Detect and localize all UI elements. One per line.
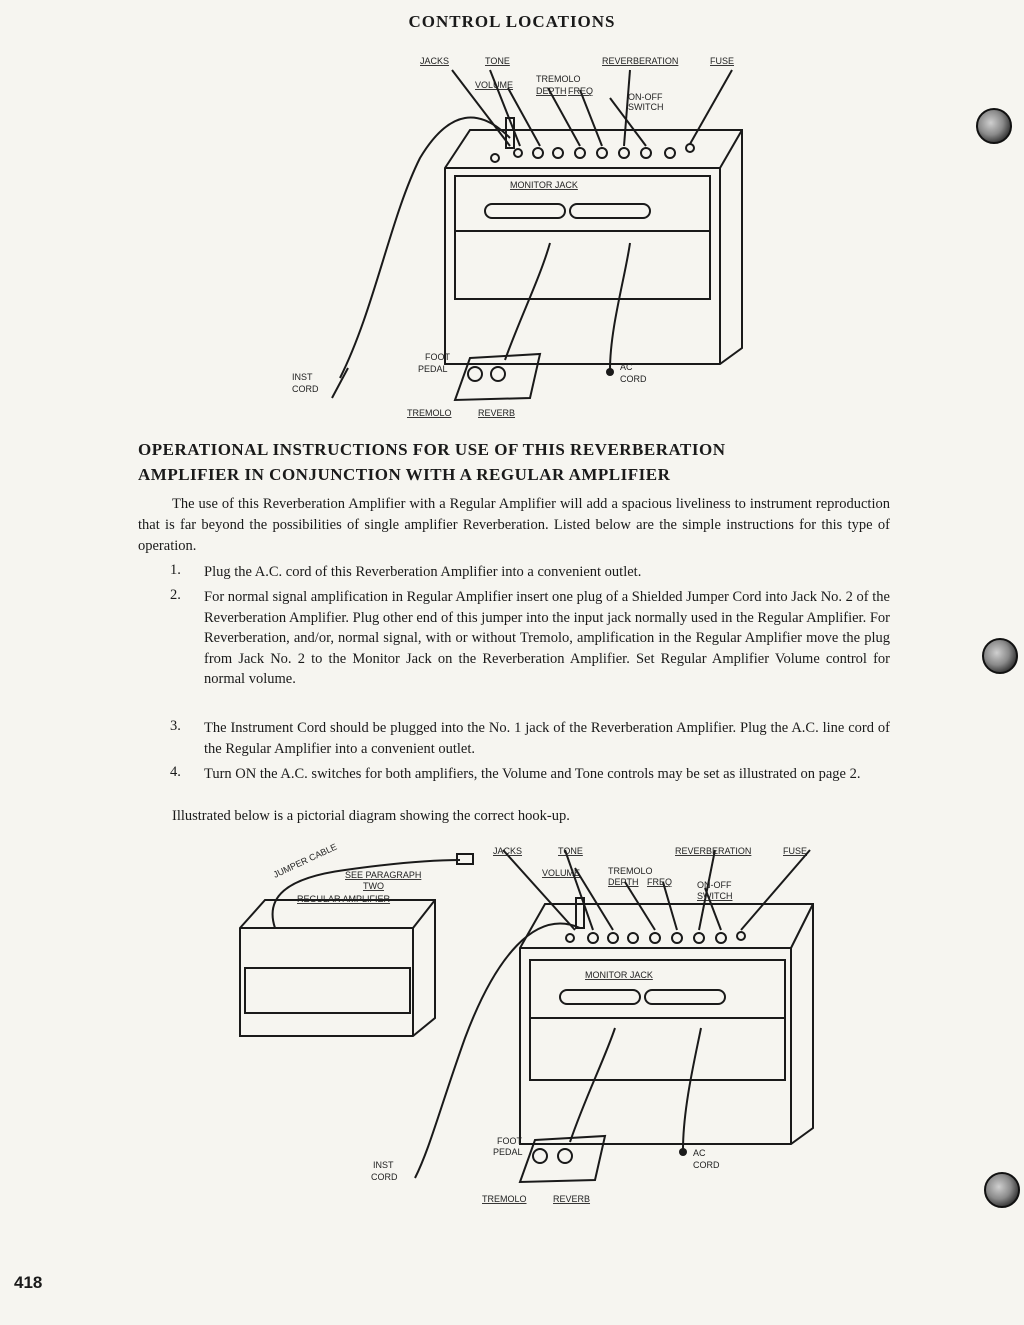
label-jumper-cable: JUMPER CABLE [271, 841, 339, 880]
page-number: 418 [14, 1273, 43, 1292]
label-freq: FREQ [647, 877, 673, 887]
label-volume: VOLUME [542, 868, 581, 878]
binder-hole [976, 108, 1012, 144]
label-tone: TONE [558, 846, 583, 856]
label-reverberation: REVERBERATION [675, 846, 752, 856]
page-title: CONTROL LOCATIONS [408, 12, 616, 31]
label-foot: FOOT [425, 352, 450, 362]
label-foot: FOOT [497, 1136, 522, 1146]
label-pedal: PEDAL [493, 1147, 523, 1157]
instruction-item: The Instrument Cord should be plugged into the No. 1 jack of the Reverberation Amplifier. Plug the A.C. line cord of the Regular Amplifier into a convenient outlet. [204, 720, 890, 757]
hookup-diagram [235, 838, 825, 1208]
label-volume: VOLUME [475, 80, 514, 90]
control-locations-diagram [280, 48, 760, 426]
label-depth: DEPTH [608, 877, 639, 887]
label-tremolo-pedal: TREMOLO [482, 1194, 527, 1204]
label-fuse: FUSE [783, 846, 808, 856]
label-ac-cord: CORD [620, 374, 647, 384]
label-tremolo-pedal: TREMOLO [407, 408, 452, 418]
label-jacks: JACKS [420, 56, 450, 66]
section-heading-line-2: AMPLIFIER IN CONJUNCTION WITH A REGULAR AMPLIFIER [138, 465, 671, 484]
label-ac-cord: CORD [693, 1160, 720, 1170]
instruction-item: Turn ON the A.C. switches for both amplifiers, the Volume and Tone controls may be set as illustrated on page 2. [204, 766, 861, 782]
label-tremolo: TREMOLO [608, 866, 653, 876]
label-fuse: FUSE [710, 56, 735, 66]
label-jacks: JACKS [493, 846, 523, 856]
label-freq: FREQ [568, 86, 594, 96]
binder-hole [982, 638, 1018, 674]
item-number: 2. [170, 587, 181, 603]
label-regular-amplifier: REGULAR AMPLIFIER [297, 894, 391, 904]
label-reverb-pedal: REVERB [553, 1194, 591, 1204]
label-two: TWO [363, 881, 384, 891]
label-inst-cord: CORD [292, 384, 319, 394]
item-number: 1. [170, 562, 181, 578]
label-switch: SWITCH [697, 891, 733, 901]
label-on-off: ON-OFF [628, 92, 663, 102]
label-see-paragraph: SEE PARAGRAPH [345, 870, 422, 880]
label-switch: SWITCH [628, 102, 664, 112]
label-on-off: ON-OFF [697, 880, 732, 890]
label-inst: INST [373, 1160, 394, 1170]
label-reverb-pedal: REVERB [478, 408, 516, 418]
label-inst: INST [292, 372, 313, 382]
label-monitor-jack: MONITOR JACK [585, 970, 653, 980]
intro-paragraph: The use of this Reverberation Amplifier with a Regular Amplifier will add a spacious liveliness to instrument reproduction that is far beyond the possibilities of single amplifier Reverberation. Listed below are the simple instructions for this type of operation. [138, 496, 890, 554]
label-reverberation: REVERBERATION [602, 56, 679, 66]
label-monitor-jack: MONITOR JACK [510, 180, 578, 190]
item-number: 4. [170, 764, 181, 780]
label-ac: AC [620, 362, 633, 372]
item-number: 3. [170, 718, 181, 734]
diagram-caption: Illustrated below is a pictorial diagram showing the correct hook-up. [172, 808, 570, 824]
label-tremolo: TREMOLO [536, 74, 581, 84]
binder-hole [984, 1172, 1020, 1208]
label-inst-cord: CORD [371, 1172, 398, 1182]
label-depth: DEPTH [536, 86, 567, 96]
label-ac: AC [693, 1148, 706, 1158]
label-tone: TONE [485, 56, 510, 66]
section-heading-line-1: OPERATIONAL INSTRUCTIONS FOR USE OF THIS REVERBERATION [138, 440, 726, 459]
instruction-item: Plug the A.C. cord of this Reverberation Amplifier into a convenient outlet. [204, 564, 642, 580]
label-pedal: PEDAL [418, 364, 448, 374]
instruction-item: For normal signal amplification in Regular Amplifier insert one plug of a Shielded Jumper Cord into Jack No. 2 of the Reverberation Amplifier. Plug other end of this jumper into the input jack normally used in the Regular Amplifier. For Reverberation, and/or, normal signal, with or without Tremolo, amplification in the Regular Amplifier move the plug from Jack No. 2 to the Monitor Jack on the Reverberation Amplifier. Set Regular Amplifier Volume control for normal volume. [204, 589, 890, 687]
